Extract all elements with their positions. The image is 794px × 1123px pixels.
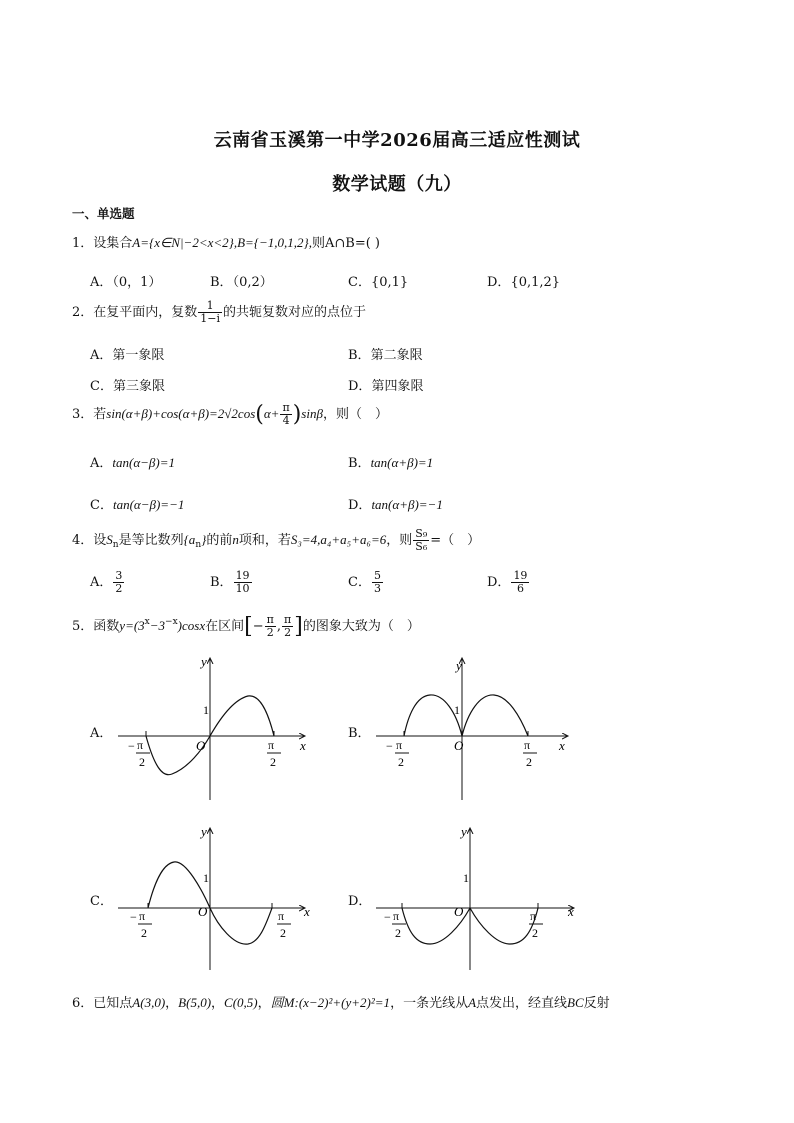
svg-text:−: − [386,739,393,753]
q1-number: 1． [72,236,94,251]
q4-option-c[interactable]: C． $\frac{5}{3}$ [348,569,381,595]
q4-option-a[interactable]: A． $\frac{3}{2}$ [90,569,123,595]
svg-text:y: y [201,824,207,839]
section-heading: 一、单选题 [72,206,135,221]
svg-text:2: 2 [532,926,538,940]
svg-text:1: 1 [463,871,469,885]
svg-text:1: 1 [454,703,460,717]
svg-text:O: O [454,738,464,753]
svg-text:π: π [524,738,531,752]
curve [404,695,528,736]
q3-option-d[interactable]: D．tan(α+β)=−1 [348,497,443,513]
svg-text:O: O [454,904,464,919]
svg-text:π: π [139,909,146,923]
svg-text:2: 2 [398,755,404,769]
svg-text:2: 2 [395,926,401,940]
q1-option-b[interactable]: B．（0,2） [210,275,273,290]
svg-text:1: 1 [203,703,209,717]
svg-text:2: 2 [141,926,147,940]
svg-text:x: x [300,738,306,753]
svg-text:−: − [384,910,391,924]
q1-ask: 则A∩B=( ) [311,236,380,251]
question-6: 6．已知点A(3,0)，B(5,0)，C(0,5)，圆M:(x−2)²+(y+2)²=1，一条光线从A点发出，经直线BC反射 [72,995,610,1011]
q1-set-a: A={x∈N|−2<x<2}, [132,235,238,250]
svg-text:x: x [568,904,574,919]
q5-option-c-label[interactable]: C． [90,894,113,909]
q5-graph-a[interactable] [110,650,315,810]
q5-graph-b[interactable] [370,650,575,810]
q2-option-d[interactable]: D．第四象限 [348,379,424,394]
q2-fraction: $\frac{1}{1-i}$ [200,299,221,325]
question-4: 4．设$S_n$是等比数列$\{a_n\}$的前n项和，若S₃=4,a₄+a₅+a₆=6，则 $\frac{\text{S₉}}{\text{S₆}}$ =（ ） [72,527,481,553]
page-subtitle: 数学试题（九） [332,174,462,195]
svg-text:x: x [304,904,310,919]
svg-text:π: π [530,909,537,923]
question-5: 5．函数$y=(3^x-3^{-x})\cos x$在区间[− $\frac{\pi}{2}$ , $\frac{\pi}{2}$ ]的图象大致为（ ） [72,613,420,639]
q1-option-c[interactable]: C．{0,1} [348,275,409,290]
q4-option-d[interactable]: D． $\frac{19}{6}$ [487,569,528,595]
q5-option-d-label[interactable]: D． [348,894,372,909]
svg-text:y: y [461,824,467,839]
q2-option-a[interactable]: A．第一象限 [90,348,165,363]
svg-text:x: x [559,738,565,753]
q3-option-b[interactable]: B．tan(α+β)=1 [348,455,434,471]
q5-option-a-label[interactable]: A． [90,726,113,741]
page-title: 云南省玉溪第一中学2026届高三适应性测试 [213,130,581,151]
svg-text:−: − [130,910,137,924]
svg-text:π: π [137,738,144,752]
svg-text:O: O [198,904,208,919]
question-3: 3．若sin(α+β)+cos(α+β)=2√2cos(α+ $\frac{\pi}{4}$ )sinβ，则（ ） [72,401,388,427]
svg-text:π: π [396,738,403,752]
q4-option-b[interactable]: B． $\frac{19}{10}$ [210,569,250,595]
question-1 [72,232,380,251]
svg-text:2: 2 [526,755,532,769]
q1-option-a[interactable]: A．（0，1） [90,275,162,290]
q1-set-b: B={−1,0,1,2}, [237,235,312,250]
q5-graph-c[interactable] [110,820,315,975]
q1-option-d[interactable]: D．{0,1,2} [487,275,561,290]
svg-text:2: 2 [280,926,286,940]
svg-text:2: 2 [270,755,276,769]
q3-option-c[interactable]: C．tan(α−β)=−1 [90,497,185,513]
svg-text:1: 1 [203,871,209,885]
question-2: 2．在复平面内，复数 $\frac{1}{1-i}$ 的共轭复数对应的点位于 [72,299,367,325]
svg-text:2: 2 [139,755,145,769]
svg-text:π: π [268,738,275,752]
svg-text:O: O [196,738,206,753]
svg-text:y: y [456,658,462,673]
svg-text:π: π [278,909,285,923]
svg-text:y: y [201,654,207,669]
q1-stem: 设集合 [93,236,133,251]
q2-option-c[interactable]: C．第三象限 [90,379,165,394]
q2-option-b[interactable]: B．第二象限 [348,348,423,363]
svg-text:−: − [128,739,135,753]
q5-graph-d[interactable] [370,820,580,975]
svg-text:π: π [393,909,400,923]
q5-option-b-label[interactable]: B． [348,726,371,741]
q3-option-a[interactable]: A．tan(α−β)=1 [90,455,176,471]
